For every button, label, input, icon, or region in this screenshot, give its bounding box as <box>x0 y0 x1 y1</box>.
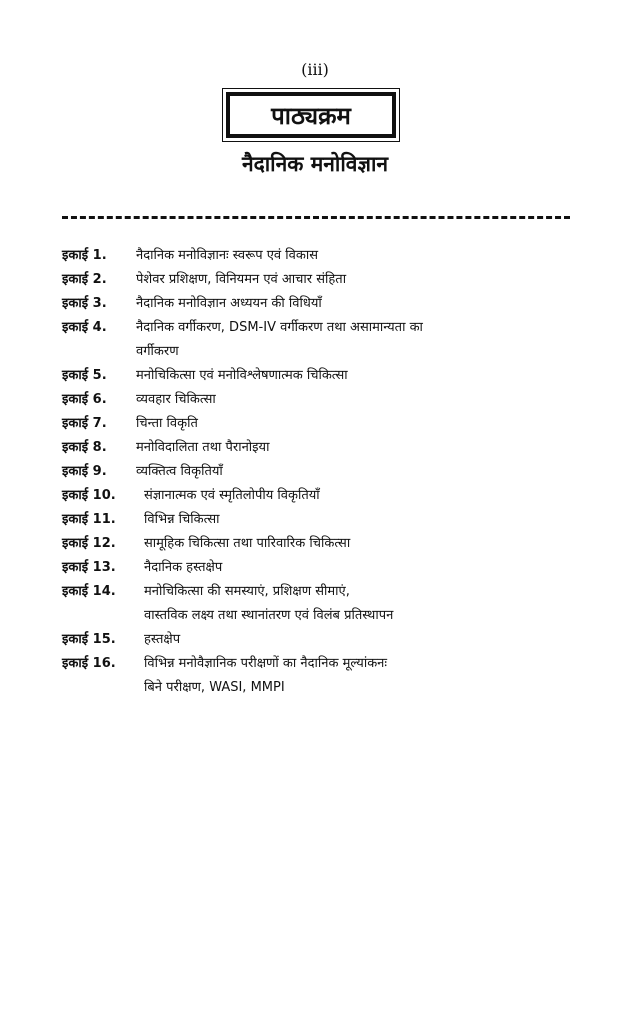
unit-topic-line: संज्ञानात्मक एवं स्मृतिलोपीय विकृतियाँ <box>144 488 320 503</box>
unit-topic-line: मनोचिकित्सा की समस्याएं, प्रशिक्षण सीमाएं, <box>144 584 350 599</box>
unit-label: इकाई 6. <box>62 392 107 407</box>
unit-topic <box>144 628 630 652</box>
unit-item <box>0 508 630 532</box>
unit-label: इकाई 8. <box>62 440 107 455</box>
unit-item <box>0 628 630 652</box>
unit-topic-line: चिन्ता विकृति <box>136 416 198 431</box>
unit-topic-line: नैदानिक हस्तक्षेप <box>144 560 223 575</box>
unit-item <box>0 244 630 268</box>
unit-label: इकाई 15. <box>62 632 116 647</box>
unit-item <box>0 388 630 412</box>
unit-item <box>0 652 630 700</box>
unit-topic <box>136 436 630 460</box>
unit-item <box>0 364 630 388</box>
course-subtitle: नैदानिक मनोविज्ञान <box>241 152 389 176</box>
unit-label: इकाई 12. <box>62 536 116 551</box>
unit-label: इकाई 16. <box>62 656 116 671</box>
page-number: (iii) <box>301 60 329 79</box>
unit-label: इकाई 7. <box>62 416 107 431</box>
unit-label: इकाई 13. <box>62 560 116 575</box>
unit-item <box>0 532 630 556</box>
unit-topic-line: सामूहिक चिकित्सा तथा पारिवारिक चिकित्सा <box>144 536 351 551</box>
unit-topic <box>136 244 630 268</box>
unit-topic-line: मनोविदालिता तथा पैरानोइया <box>136 440 270 455</box>
unit-list <box>0 244 630 700</box>
unit-label: इकाई 14. <box>62 584 116 599</box>
unit-topic-line: बिने परीक्षण, WASI, MMPI <box>144 680 285 695</box>
unit-label: इकाई 3. <box>62 296 107 311</box>
unit-topic <box>136 292 630 316</box>
unit-topic <box>136 364 630 388</box>
unit-topic-line: विभिन्न मनोवैज्ञानिक परीक्षणों का नैदानिक मूल्यांकनः <box>144 656 388 671</box>
course-title-box: पाठ्यक्रम <box>226 92 396 138</box>
unit-topic <box>144 508 630 532</box>
unit-topic <box>136 388 630 412</box>
unit-topic <box>144 532 630 556</box>
unit-topic-line: मनोचिकित्सा एवं मनोविश्लेषणात्मक चिकित्सा <box>136 368 348 383</box>
unit-topic <box>136 460 630 484</box>
unit-item <box>0 436 630 460</box>
unit-label: इकाई 9. <box>62 464 107 479</box>
unit-label: इकाई 4. <box>62 320 107 335</box>
unit-item <box>0 484 630 508</box>
unit-topic <box>144 580 630 628</box>
unit-topic <box>136 316 630 364</box>
unit-topic <box>136 412 630 436</box>
unit-topic-line: नैदानिक वर्गीकरण, DSM-IV वर्गीकरण तथा असामान्यता का <box>136 320 423 335</box>
dashed-divider <box>62 216 570 219</box>
unit-item <box>0 292 630 316</box>
unit-topic-line: व्यवहार चिकित्सा <box>136 392 216 407</box>
unit-item <box>0 460 630 484</box>
unit-topic-line: हस्तक्षेप <box>144 632 181 647</box>
unit-topic-line: व्यक्तित्व विकृतियाँ <box>136 464 223 479</box>
unit-topic <box>144 652 630 700</box>
unit-label: इकाई 2. <box>62 272 107 287</box>
unit-topic <box>136 268 630 292</box>
unit-item <box>0 268 630 292</box>
unit-label: इकाई 11. <box>62 512 116 527</box>
unit-label: इकाई 1. <box>62 248 107 263</box>
unit-label: इकाई 5. <box>62 368 107 383</box>
unit-item <box>0 556 630 580</box>
unit-item <box>0 580 630 628</box>
unit-topic <box>144 484 630 508</box>
unit-topic-line: नैदानिक मनोविज्ञान अध्ययन की विधियाँ <box>136 296 322 311</box>
unit-topic-line: नैदानिक मनोविज्ञानः स्वरूप एवं विकास <box>136 248 318 263</box>
unit-label: इकाई 10. <box>62 488 116 503</box>
unit-item <box>0 412 630 436</box>
unit-topic-line: विभिन्न चिकित्सा <box>144 512 220 527</box>
unit-topic <box>144 556 630 580</box>
unit-topic-line: वर्गीकरण <box>136 344 179 359</box>
unit-item <box>0 316 630 364</box>
unit-topic-line: पेशेवर प्रशिक्षण, विनियमन एवं आचार संहिता <box>136 272 347 287</box>
unit-topic-line: वास्तविक लक्ष्य तथा स्थानांतरण एवं विलंब प्रतिस्थापन <box>144 608 394 623</box>
